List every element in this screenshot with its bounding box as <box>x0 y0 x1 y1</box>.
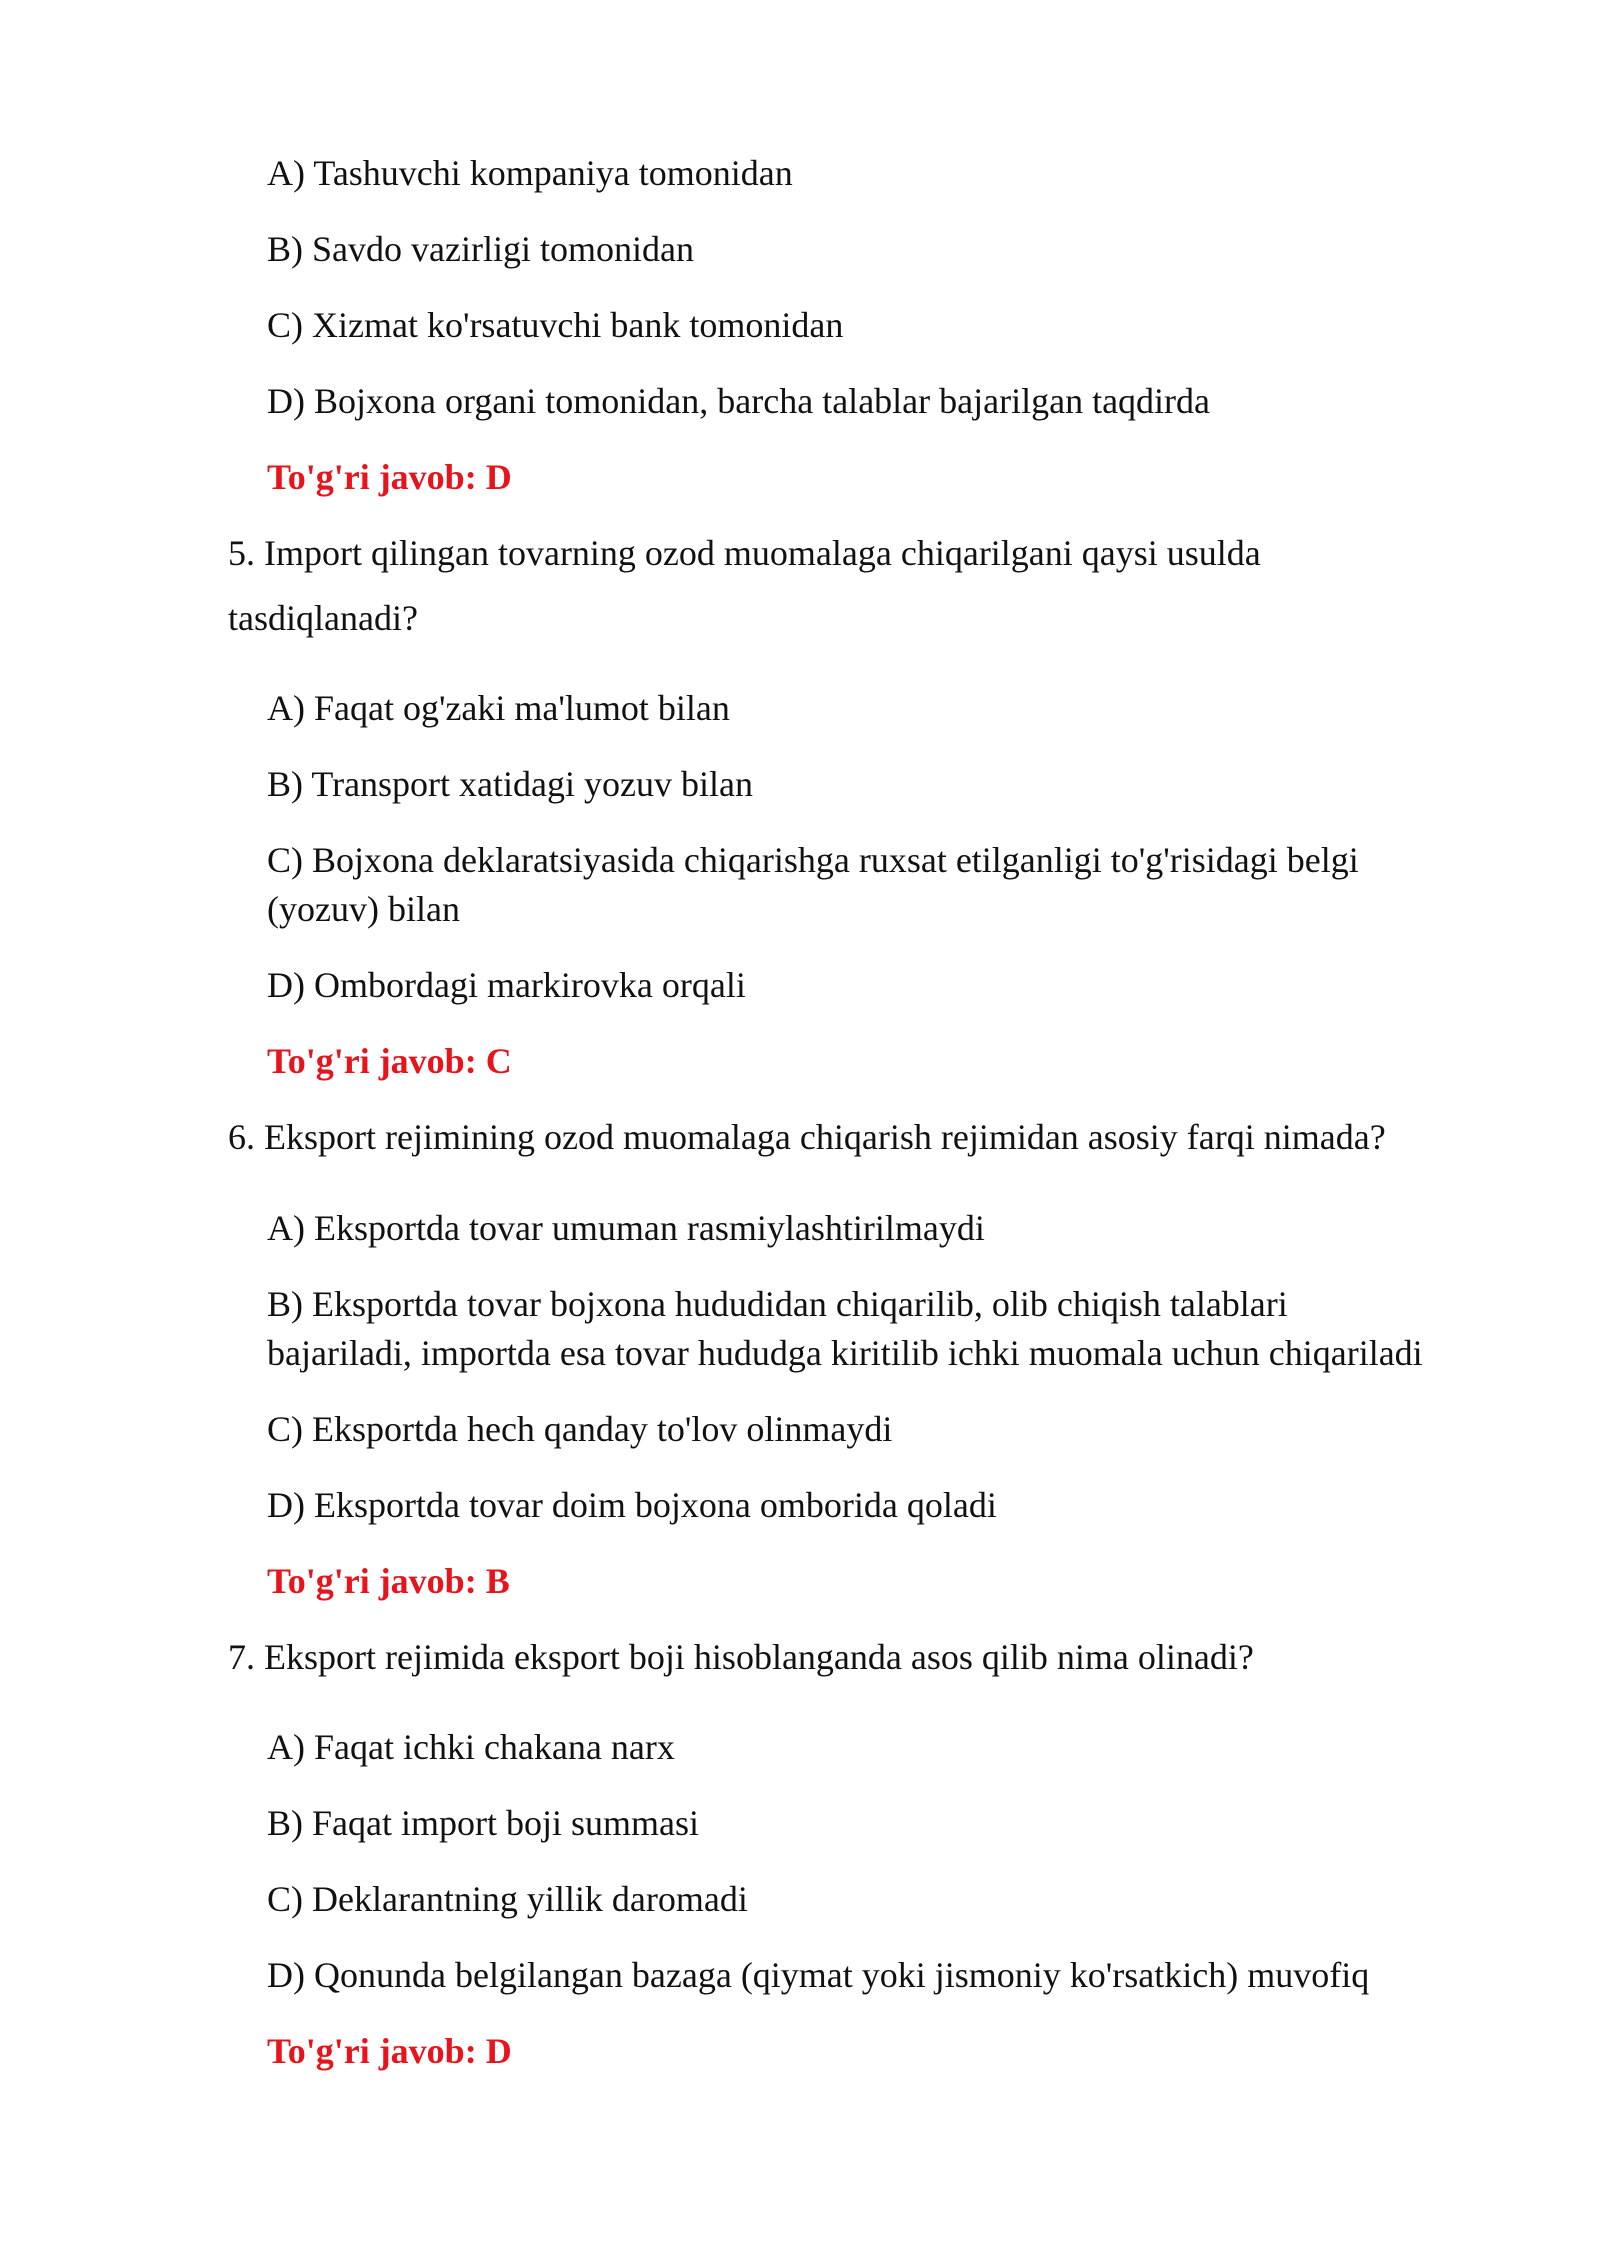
option-b: B) Savdo vazirligi tomonidan <box>267 229 694 269</box>
correct-answer: To'g'ri javob: D <box>267 457 512 497</box>
option-c: C) Xizmat ko'rsatuvchi bank tomonidan <box>267 305 844 345</box>
option-d: D) Qonunda belgilangan bazaga (qiymat yoki jismoniy ko'rsatkich) muvofiq <box>267 1955 1370 1995</box>
option-a: A) Tashuvchi kompaniya tomonidan <box>267 153 793 193</box>
option-b: B) Transport xatidagi yozuv bilan <box>267 764 753 804</box>
option-b: B) Faqat import boji summasi <box>267 1803 699 1843</box>
option-c: C) Deklarantning yillik daromadi <box>267 1879 748 1919</box>
option-c: C) Eksportda hech qanday to'lov olinmaydi <box>267 1409 893 1449</box>
option-a: A) Faqat ichki chakana narx <box>267 1727 675 1767</box>
question-5-text: 5. Import qilingan tovarning ozod muomalaga chiqarilgani qaysi usulda <box>228 533 1261 573</box>
option-a: A) Eksportda tovar umuman rasmiylashtirilmaydi <box>267 1208 985 1248</box>
question-6-text: 6. Eksport rejimining ozod muomalaga chiqarish rejimidan asosiy farqi nimada? <box>228 1117 1386 1157</box>
correct-answer: To'g'ri javob: D <box>267 2031 512 2071</box>
correct-answer: To'g'ri javob: B <box>267 1561 510 1601</box>
correct-answer: To'g'ri javob: C <box>267 1041 512 1081</box>
option-b: B) Eksportda tovar bojxona hududidan chiqarilib, olib chiqish talablari <box>267 1284 1288 1324</box>
option-c: C) Bojxona deklaratsiyasida chiqarishga ruxsat etilganligi to'g'risidagi belgi <box>267 840 1359 880</box>
option-d: D) Bojxona organi tomonidan, barcha talablar bajarilgan taqdirda <box>267 381 1211 421</box>
question-5-text-continued: tasdiqlanadi? <box>228 598 418 638</box>
option-d: D) Eksportda tovar doim bojxona omborida qoladi <box>267 1485 997 1525</box>
option-c-continued: (yozuv) bilan <box>267 889 460 929</box>
question-7-text: 7. Eksport rejimida eksport boji hisoblanganda asos qilib nima olinadi? <box>228 1637 1254 1677</box>
option-d: D) Ombordagi markirovka orqali <box>267 965 746 1005</box>
option-b-continued: bajariladi, importda esa tovar hududga kiritilib ichki muomala uchun chiqariladi <box>267 1333 1423 1373</box>
option-a: A) Faqat og'zaki ma'lumot bilan <box>267 688 730 728</box>
